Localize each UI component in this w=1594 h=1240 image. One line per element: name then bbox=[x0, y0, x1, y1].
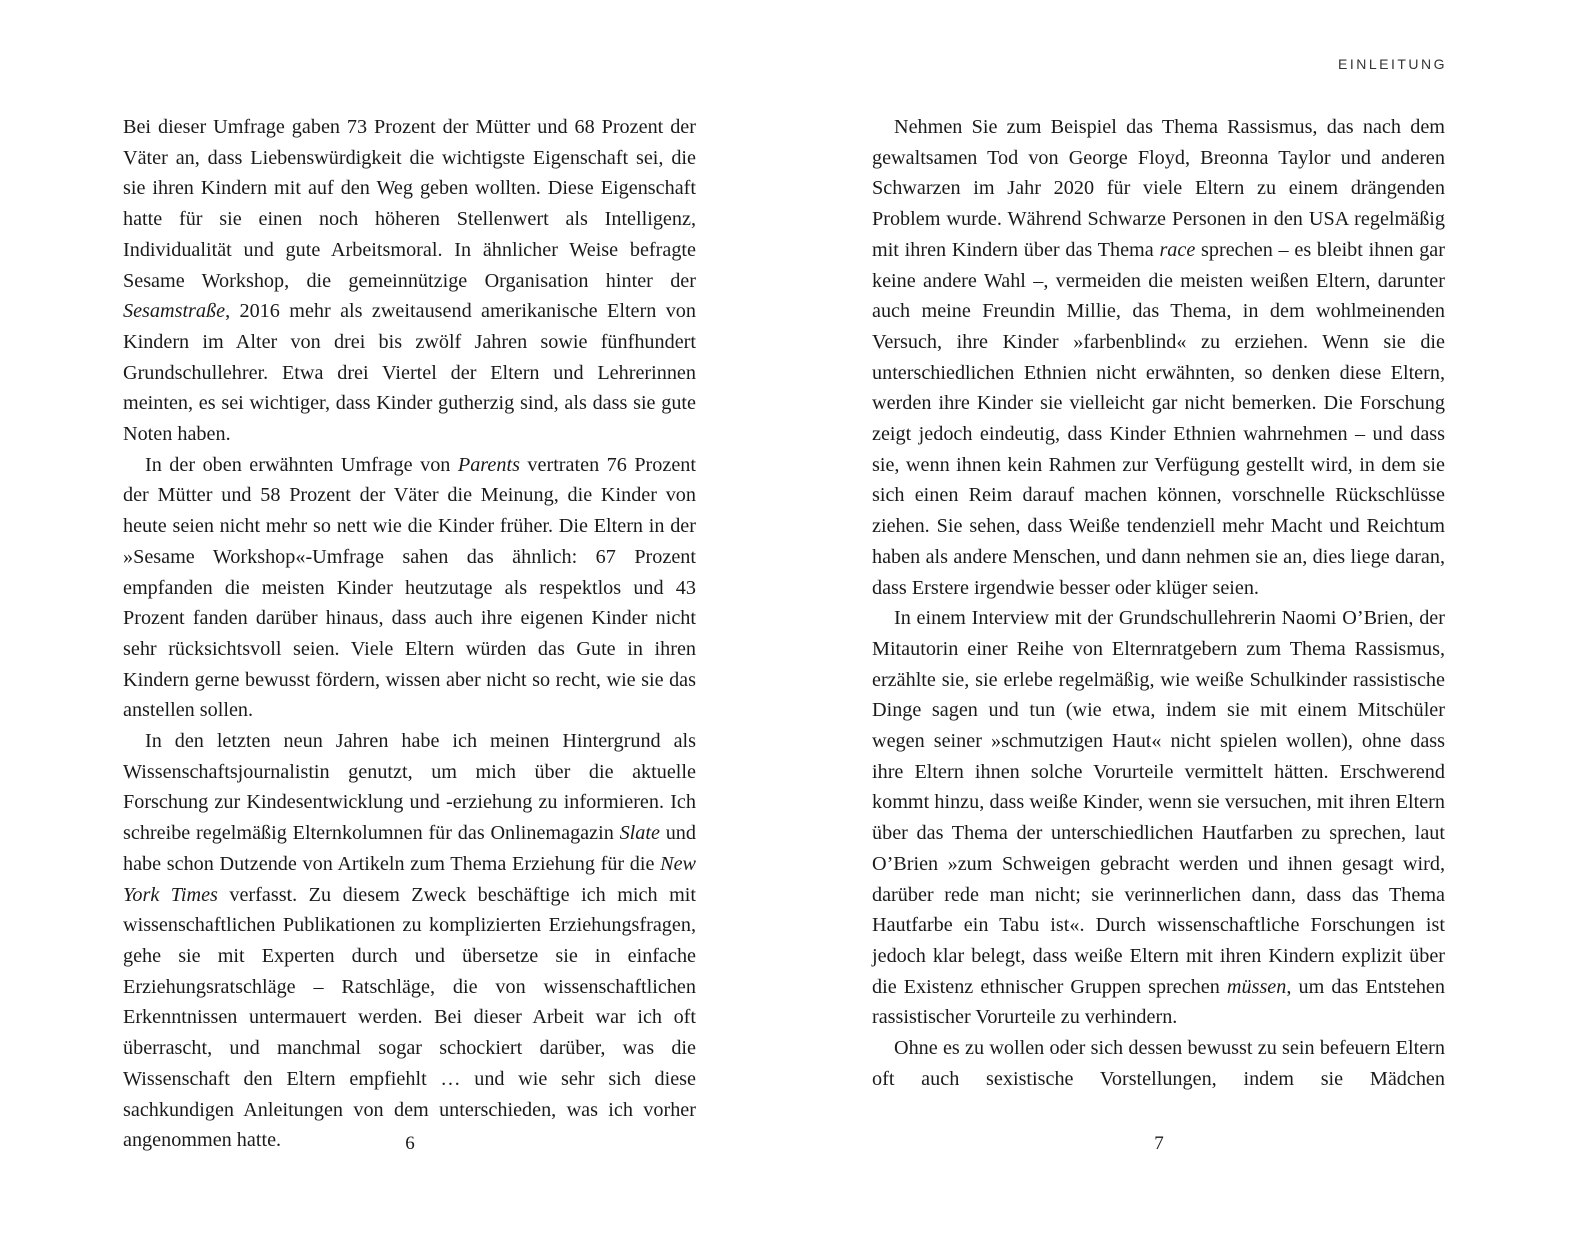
text-segment: verfasst. Zu diesem Zweck beschäftige ich mich mit wissenschaftlichen Publikationen zu komplizierten Erziehungsfragen, gehe sie mit Experten durch und übersetze sie in einfache Erziehungsratschläge – Ratschläge, die von wissenschaftlichen Erkenntnissen untermauert werden. Bei dieser Arbeit war ich oft überrascht, und manchmal sogar schockiert darüber, was die Wissenschaft den Eltern empfiehlt … und wie sehr sich diese sachkundigen Anleitungen von dem unterschieden, was ich vorher angenommen hatte. bbox=[123, 883, 696, 1152]
text-segment: und habe schon Dutzende von Artikeln zum Thema Erziehung für die bbox=[123, 822, 696, 875]
paragraph bbox=[123, 726, 696, 1156]
text-segment: Bei dieser Umfrage gaben 73 Prozent der Mütter und 68 Prozent der Väter an, dass Liebenswürdigkeit die wichtigste Eigenschaft sei, die sie ihren Kindern mit auf den Weg geben wollten. Diese Eigenschaft hatte für sie einen noch höheren Stellenwert als Intelligenz, Individualität und gute Arbeitsmoral. In ähnlicher Weise befragte Sesame Workshop, die gemeinnützige Organisation hinter der bbox=[123, 116, 696, 292]
text-segment: Ohne es zu wollen oder sich dessen bewusst zu sein befeuern Eltern oft auch sexistische Vorstellungen, indem sie Mädchen bbox=[872, 1037, 1445, 1090]
page-number: 6 bbox=[405, 1133, 415, 1154]
paragraph bbox=[872, 1033, 1445, 1094]
italic-term: race bbox=[1159, 238, 1196, 261]
right-page bbox=[797, 0, 1594, 1240]
italic-title: Sesamstraße bbox=[123, 300, 226, 323]
paragraph bbox=[872, 112, 1445, 603]
left-page-body bbox=[123, 112, 696, 1156]
paragraph bbox=[123, 112, 696, 450]
right-page-body bbox=[872, 112, 1445, 1095]
text-segment: In den letzten neun Jahren habe ich meinen Hintergrund als Wissenschaftsjournalistin genutzt, um mich über die aktuelle Forschung zur Kindesentwicklung und -erziehung zu informieren. Ich schreibe regelmäßig Elternkolumnen für das Onlinemagazin bbox=[123, 730, 696, 845]
italic-emphasis: müssen bbox=[1226, 975, 1287, 998]
italic-title: Slate bbox=[619, 822, 660, 845]
text-segment: , um das Entstehen rassistischer Vorurteile zu verhindern. bbox=[872, 975, 1445, 1029]
page-number: 7 bbox=[1154, 1133, 1164, 1154]
italic-title: New York Times bbox=[123, 852, 696, 906]
text-segment: In der oben erwähnten Umfrage von bbox=[145, 453, 458, 476]
text-segment: Nehmen Sie zum Beispiel das Thema Rassismus, das nach dem gewaltsamen Tod von George Floyd, Breonna Taylor und anderen Schwarzen im Jahr 2020 für viele Eltern zu einem drängenden Problem wurde. Während Schwarze Personen in den USA regelmäßig mit ihren Kindern über das Thema bbox=[872, 116, 1445, 261]
paragraph bbox=[123, 450, 696, 726]
text-segment: vertraten 76 Prozent der Mütter und 58 Prozent der Väter die Meinung, die Kinder von heute seien nicht mehr so nett wie die Kinder früher. Die Eltern in der »Sesame Workshop«-Umfrage sahen das ähnlich: 67 Prozent empfanden die meisten Kinder heutzutage als respektlos und 43 Prozent fanden darüber hinaus, dass auch ihre eigenen Kinder nicht sehr rücksichtsvoll seien. Viele Eltern würden das Gute in ihren Kindern gerne bewusst fördern, wissen aber nicht so recht, wie sie das anstellen sollen. bbox=[123, 453, 696, 722]
paragraph bbox=[872, 603, 1445, 1033]
italic-title: Parents bbox=[457, 453, 520, 476]
text-segment: In einem Interview mit der Grundschullehrerin Naomi O’Brien, der Mitautorin einer Reihe von Elternratgebern zum Thema Rassismus, erzählte sie, sie erlebe regelmäßig, wie weiße Schulkinder rassistische Dinge sagen und tun (wie etwa, indem sie mit einem Mitschüler wegen seiner »schmutzigen Haut« nicht spielen wollen), ohne dass ihre Eltern ihnen solche Vorurteile vermittelt hätten. Erschwerend kommt hinzu, dass weiße Kinder, wenn sie versuchen, mit ihren Eltern über das Thema der unterschiedlichen Hautfarben zu sprechen, laut O’Brien »zum Schweigen gebracht werden und ihnen gesagt wird, darüber rede man nicht; sie verinnerlichen dann, dass das Thema Hautfarbe ein Tabu ist«. Durch wissenschaftliche Forschungen ist jedoch klar belegt, dass weiße Eltern mit ihren Kindern explizit über die Existenz ethnischer Gruppen sprechen bbox=[872, 607, 1445, 998]
text-segment: , 2016 mehr als zweitausend amerikanische Eltern von Kindern im Alter von drei bis zwölf Jahren sowie fünfhundert Grundschullehrer. Etwa drei Viertel der Eltern und Lehrerinnen meinten, es sei wichtiger, dass Kinder gutherzig sind, als dass sie gute Noten haben. bbox=[123, 300, 696, 446]
text-segment: sprechen – es bleibt ihnen gar keine andere Wahl –, vermeiden die meisten weißen Eltern, darunter auch meine Freundin Millie, das Thema, in dem wohlmeinenden Versuch, ihre Kinder »farbenblind« zu erziehen. Wenn sie die unterschiedlichen Ethnien nicht erwähnten, so denken diese Eltern, werden ihre Kinder sie vielleicht gar nicht bemerken. Die Forschung zeigt jedoch eindeutig, dass Kinder Ethnien wahrnehmen – und dass sie, wenn ihnen kein Rahmen zur Verfügung gestellt wird, in dem sie sich einen Reim darauf machen können, vorschnelle Rückschlüsse ziehen. Sie sehen, dass Weiße tendenziell mehr Macht und Reichtum haben als andere Menschen, und dann nehmen sie an, dies liege daran, dass Erstere irgendwie besser oder klüger seien. bbox=[872, 238, 1445, 599]
running-head: EINLEITUNG bbox=[1337, 56, 1447, 72]
